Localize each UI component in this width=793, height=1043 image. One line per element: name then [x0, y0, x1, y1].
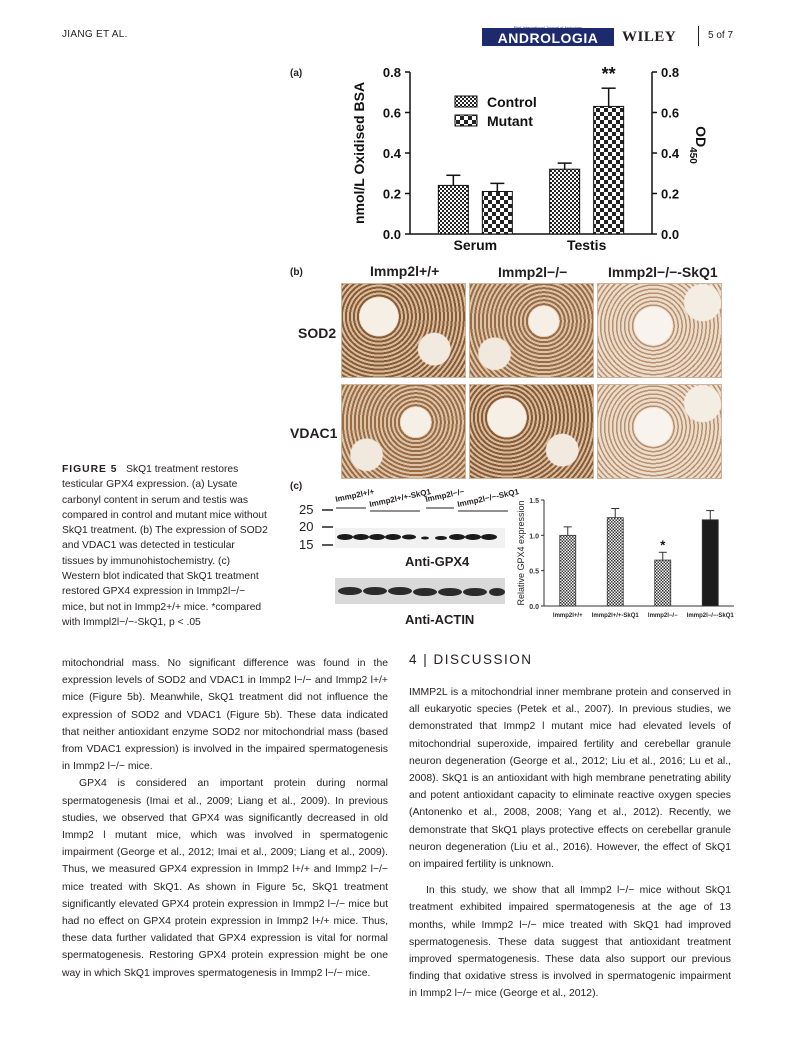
blot-lane-label-4: Immp2l−/−-SkQ1 — [456, 487, 520, 509]
ihc-image-sod2-mutant-skq1 — [597, 283, 722, 378]
y-tick-label: 0.8 — [382, 65, 401, 80]
x-tick-label: Immp2l+/+ — [552, 613, 583, 619]
marker-15: 15 — [299, 537, 314, 552]
caption-text: SkQ1 treatment restores testicular GPX4 expression. (a) Lysate carbonyl content in serum and testis was compared in control and mutant mice without SkQ1 treatment. (b) The expression of SOD2 and VDAC1 was detected in testicular tissues by immunohistochemistry. (c) Western blot indicated that SkQ1 treatment restored GPX4 expression in Immp2l−/− mice, but not in Immp2+/+ mice. *compared with Immpl2l−/−-SkQ1, p < .05 — [62, 464, 268, 628]
blot-label-gpx4: Anti-GPX4 — [405, 554, 470, 569]
ihc-col-label-mutant: Immp2l−/− — [498, 264, 568, 280]
figure-caption — [62, 462, 268, 630]
blot-lane-label-3: Immp2l−/− — [424, 486, 466, 504]
y-tick-label: 1.0 — [529, 533, 539, 541]
bar — [482, 191, 512, 234]
x-tick-label: Immp2l−/− — [647, 613, 678, 619]
significance-marker: ** — [601, 64, 616, 85]
panel-b-label: (b) — [290, 267, 303, 278]
ihc-image-sod2-wt — [341, 283, 466, 378]
y-tick-label-right: 0.8 — [661, 65, 680, 80]
y-axis-title-right: $OD_{450}$ — [687, 126, 709, 164]
bar — [438, 185, 468, 234]
y-tick-label: 1.5 — [529, 498, 539, 505]
bar — [550, 169, 580, 234]
western-blot — [295, 500, 510, 630]
ihc-image-vdac1-mutant-skq1 — [597, 384, 722, 479]
blot-lane-label-2: Immp2l+/+-SkQ1 — [368, 487, 432, 509]
blot-lane-label-1: Immp2l+/+ — [334, 486, 376, 504]
body-paragraph: IMMP2L is a mitochondrial inner membrane protein and conserved in all eukaryotic species (Petek et al., 2007). In previous studies, we demonstrated that Immp2 l mutant mice had elevated levels of mitochondrial superoxide, impaired fertility and cerebellar granule neuron degeneration (George et al., 2012; Liu et al., 2016; Lu et al., 2008). SkQ1 is an antioxidant with high membrane penetrating ability and potent antioxidant capacity to eliminate reactive oxygen species (Antonenko et al., 2008, 2008; Yang et al., 2012). Recently, we demonstrate that SkQ1 plays protective effects on cerebellar granule neuron degeneration (Liu et al., 2016). However, the effect of SkQ1 on impaired fertility is unknown. — [409, 687, 731, 871]
bar — [702, 520, 718, 606]
legend-swatch — [455, 115, 477, 126]
legend-label: Control — [487, 94, 537, 110]
marker-20: 20 — [299, 519, 314, 534]
blot-label-actin: Anti-ACTIN — [405, 612, 475, 627]
y-tick-label: 0.0 — [529, 604, 539, 611]
y-tick-label: 0.6 — [382, 105, 401, 121]
x-tick-label: Testis — [566, 237, 607, 253]
x-tick-label: Immp2l−/−-SkQ1 — [686, 613, 734, 619]
significance-marker: * — [660, 537, 666, 553]
y-tick-label: 0.5 — [529, 568, 539, 576]
running-head-author: JIANG ET AL. — [62, 29, 128, 40]
y-tick-label-right: 0.6 — [661, 105, 680, 121]
bar — [655, 560, 671, 606]
header-divider — [698, 26, 699, 46]
page-number: 5 of 7 — [708, 30, 734, 41]
y-tick-label-right: 0.2 — [661, 186, 680, 202]
bar — [594, 106, 624, 234]
chart-relative-gpx4 — [512, 488, 740, 630]
bar — [560, 535, 576, 606]
bar — [607, 518, 623, 606]
y-tick-label: 0.4 — [382, 146, 401, 161]
body-paragraph: GPX4 is considered an important protein during normal spermatogenesis (Imai et al., 2009; Liang et al., 2009). In previous studies, we observed that GPX4 was significantly decreased in old Immp2 l mutant mice, which was involved in spermatogenic impairment (George et al., 2012; Imai et al., 2009; Liang et al., 2009). Thus, we measured GPX4 expression in Immp2 l+/+ and Immp2 l−/− mice treated with SkQ1. As shown in Figure 5c, SkQ1 treatment significantly elevated GPX4 protein expression in Immp2 l−/− mice but had no effect on GPX4 protein expression in Immp2 l+/+ mice. Thus, these data further validated that GPX4 expression is vital for normal spermatogenesis. Restoring GPX4 protein expression might be one way in which SkQ1 improves spermatogenesis in Immp2 l−/− mice. — [62, 778, 388, 979]
x-tick-label: Immp2l+/+-SkQ1 — [591, 613, 639, 619]
y-tick-label-right: 0.0 — [661, 227, 680, 242]
x-tick-label: Serum — [453, 237, 498, 253]
legend-swatch — [455, 96, 477, 107]
y-axis-title: Relative GPX4 expression — [516, 500, 526, 606]
y-tick-label: 0.2 — [382, 186, 401, 202]
panel-a-label: (a) — [290, 68, 303, 79]
y-tick-label: 0.0 — [382, 227, 401, 242]
ihc-image-vdac1-mutant — [469, 384, 594, 479]
ihc-image-vdac1-wt — [341, 384, 466, 479]
body-left-column — [62, 655, 388, 982]
caption-label: FIGURE 5 — [62, 464, 118, 475]
section-heading-discussion: 4 | DISCUSSION — [409, 652, 533, 667]
y-tick-label-right: 0.4 — [661, 146, 680, 161]
ihc-row-label-vdac1: VDAC1 — [290, 425, 338, 441]
body-paragraph: mitochondrial mass. No significant difference was found in the expression levels of SOD2 and VDAC1 in Immp2 l−/− and Immp2 l+/+ mice (Figure 5b). Meanwhile, SkQ1 treatment did not influence the expression of SOD2 and VDAC1 (Figure 5b). These data indicated that neither antioxidant enzyme SOD2 nor mitochondrial mass (based from VDAC1 expression) is involved in the impaired spermatogenesis in Immp2 l−/− mice. — [62, 658, 388, 773]
ihc-image-sod2-mutant — [469, 283, 594, 378]
ihc-row-label-sod2: SOD2 — [298, 325, 337, 341]
chart-carbonyl-content — [340, 60, 720, 260]
body-right-column — [409, 684, 731, 1003]
journal-logo: ANDROLOGIA — [482, 28, 614, 46]
panel-c-label: (c) — [290, 481, 303, 492]
y-axis-title: nmol/L Oxidised BSA — [351, 81, 367, 225]
marker-25: 25 — [299, 502, 314, 517]
body-paragraph: In this study, we show that all Immp2 l−/− mice without SkQ1 treatment exhibited impaired spermatogenesis at the age of 13 months, while Immp2 l−/− mice treated with SkQ1 had improved spermatogenesis. These data suggest that antioxidant treatment improved spermatogenesis. These data also support our previous finding that oxidative stress is involved in spermatogenic impairment in Immp2 l−/− mice (George et al., 2012). — [409, 885, 731, 1000]
ihc-col-label-wt: Immp2l+/+ — [370, 263, 440, 279]
ihc-col-label-mutant-skq1: Immp2l−/−-SkQ1 — [608, 264, 718, 280]
legend-label: Mutant — [487, 113, 533, 129]
publisher-logo: WILEY — [622, 29, 677, 45]
